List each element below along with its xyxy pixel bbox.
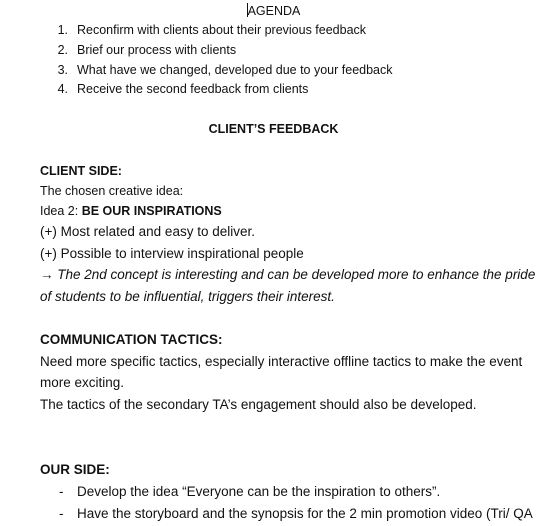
agenda-item-number: 1. [57,23,68,37]
concept-note-line-1: → The 2nd concept is interesting and can be developed more to enhance the pride [40,267,536,282]
client-side-heading: CLIENT SIDE: [40,164,122,178]
communication-heading: COMMUNICATION TACTICS: [40,332,223,347]
feedback-title: CLIENT’S FEEDBACK [208,122,339,136]
chosen-idea-label: The chosen creative idea: [40,184,184,198]
bullet-text: Develop the idea “Everyone can be the inspiration to others”. [77,484,441,499]
bullet-dash: - [59,506,64,521]
bullet-text: Have the storyboard and the synopsis for the 2 min promotion video (Tri/ QA [77,506,533,521]
idea-prefix: Idea 2: [40,204,82,218]
agenda-title: AGENDA [247,4,301,18]
pro-item-2: (+) Possible to interview inspirational people [40,246,304,261]
agenda-item-text: What have we changed, developed due to your feedback [77,63,393,77]
concept-note-line-2: of students to be influential, triggers their interest. [40,289,335,304]
agenda-item-number: 3. [57,63,68,77]
chosen-idea-line [40,204,222,218]
pro-item-1: (+) Most related and easy to deliver. [40,224,255,239]
bullet-dash: - [59,484,64,499]
agenda-item-text: Receive the second feedback from clients [77,82,309,96]
communication-line-3: The tactics of the secondary TA’s engagement should also be developed. [40,397,477,412]
agenda-title-line [0,3,547,18]
communication-line-2: more exciting. [40,375,125,390]
communication-line-1: Need more specific tactics, especially interactive offline tactics to make the event [40,354,523,369]
agenda-item-text: Reconfirm with clients about their previous feedback [77,23,367,37]
agenda-item-text: Brief our process with clients [77,43,237,57]
agenda-item-number: 4. [57,82,68,96]
idea-name: BE OUR INSPIRATIONS [81,204,222,218]
agenda-item-number: 2. [57,43,68,57]
our-side-heading: OUR SIDE: [40,462,110,477]
